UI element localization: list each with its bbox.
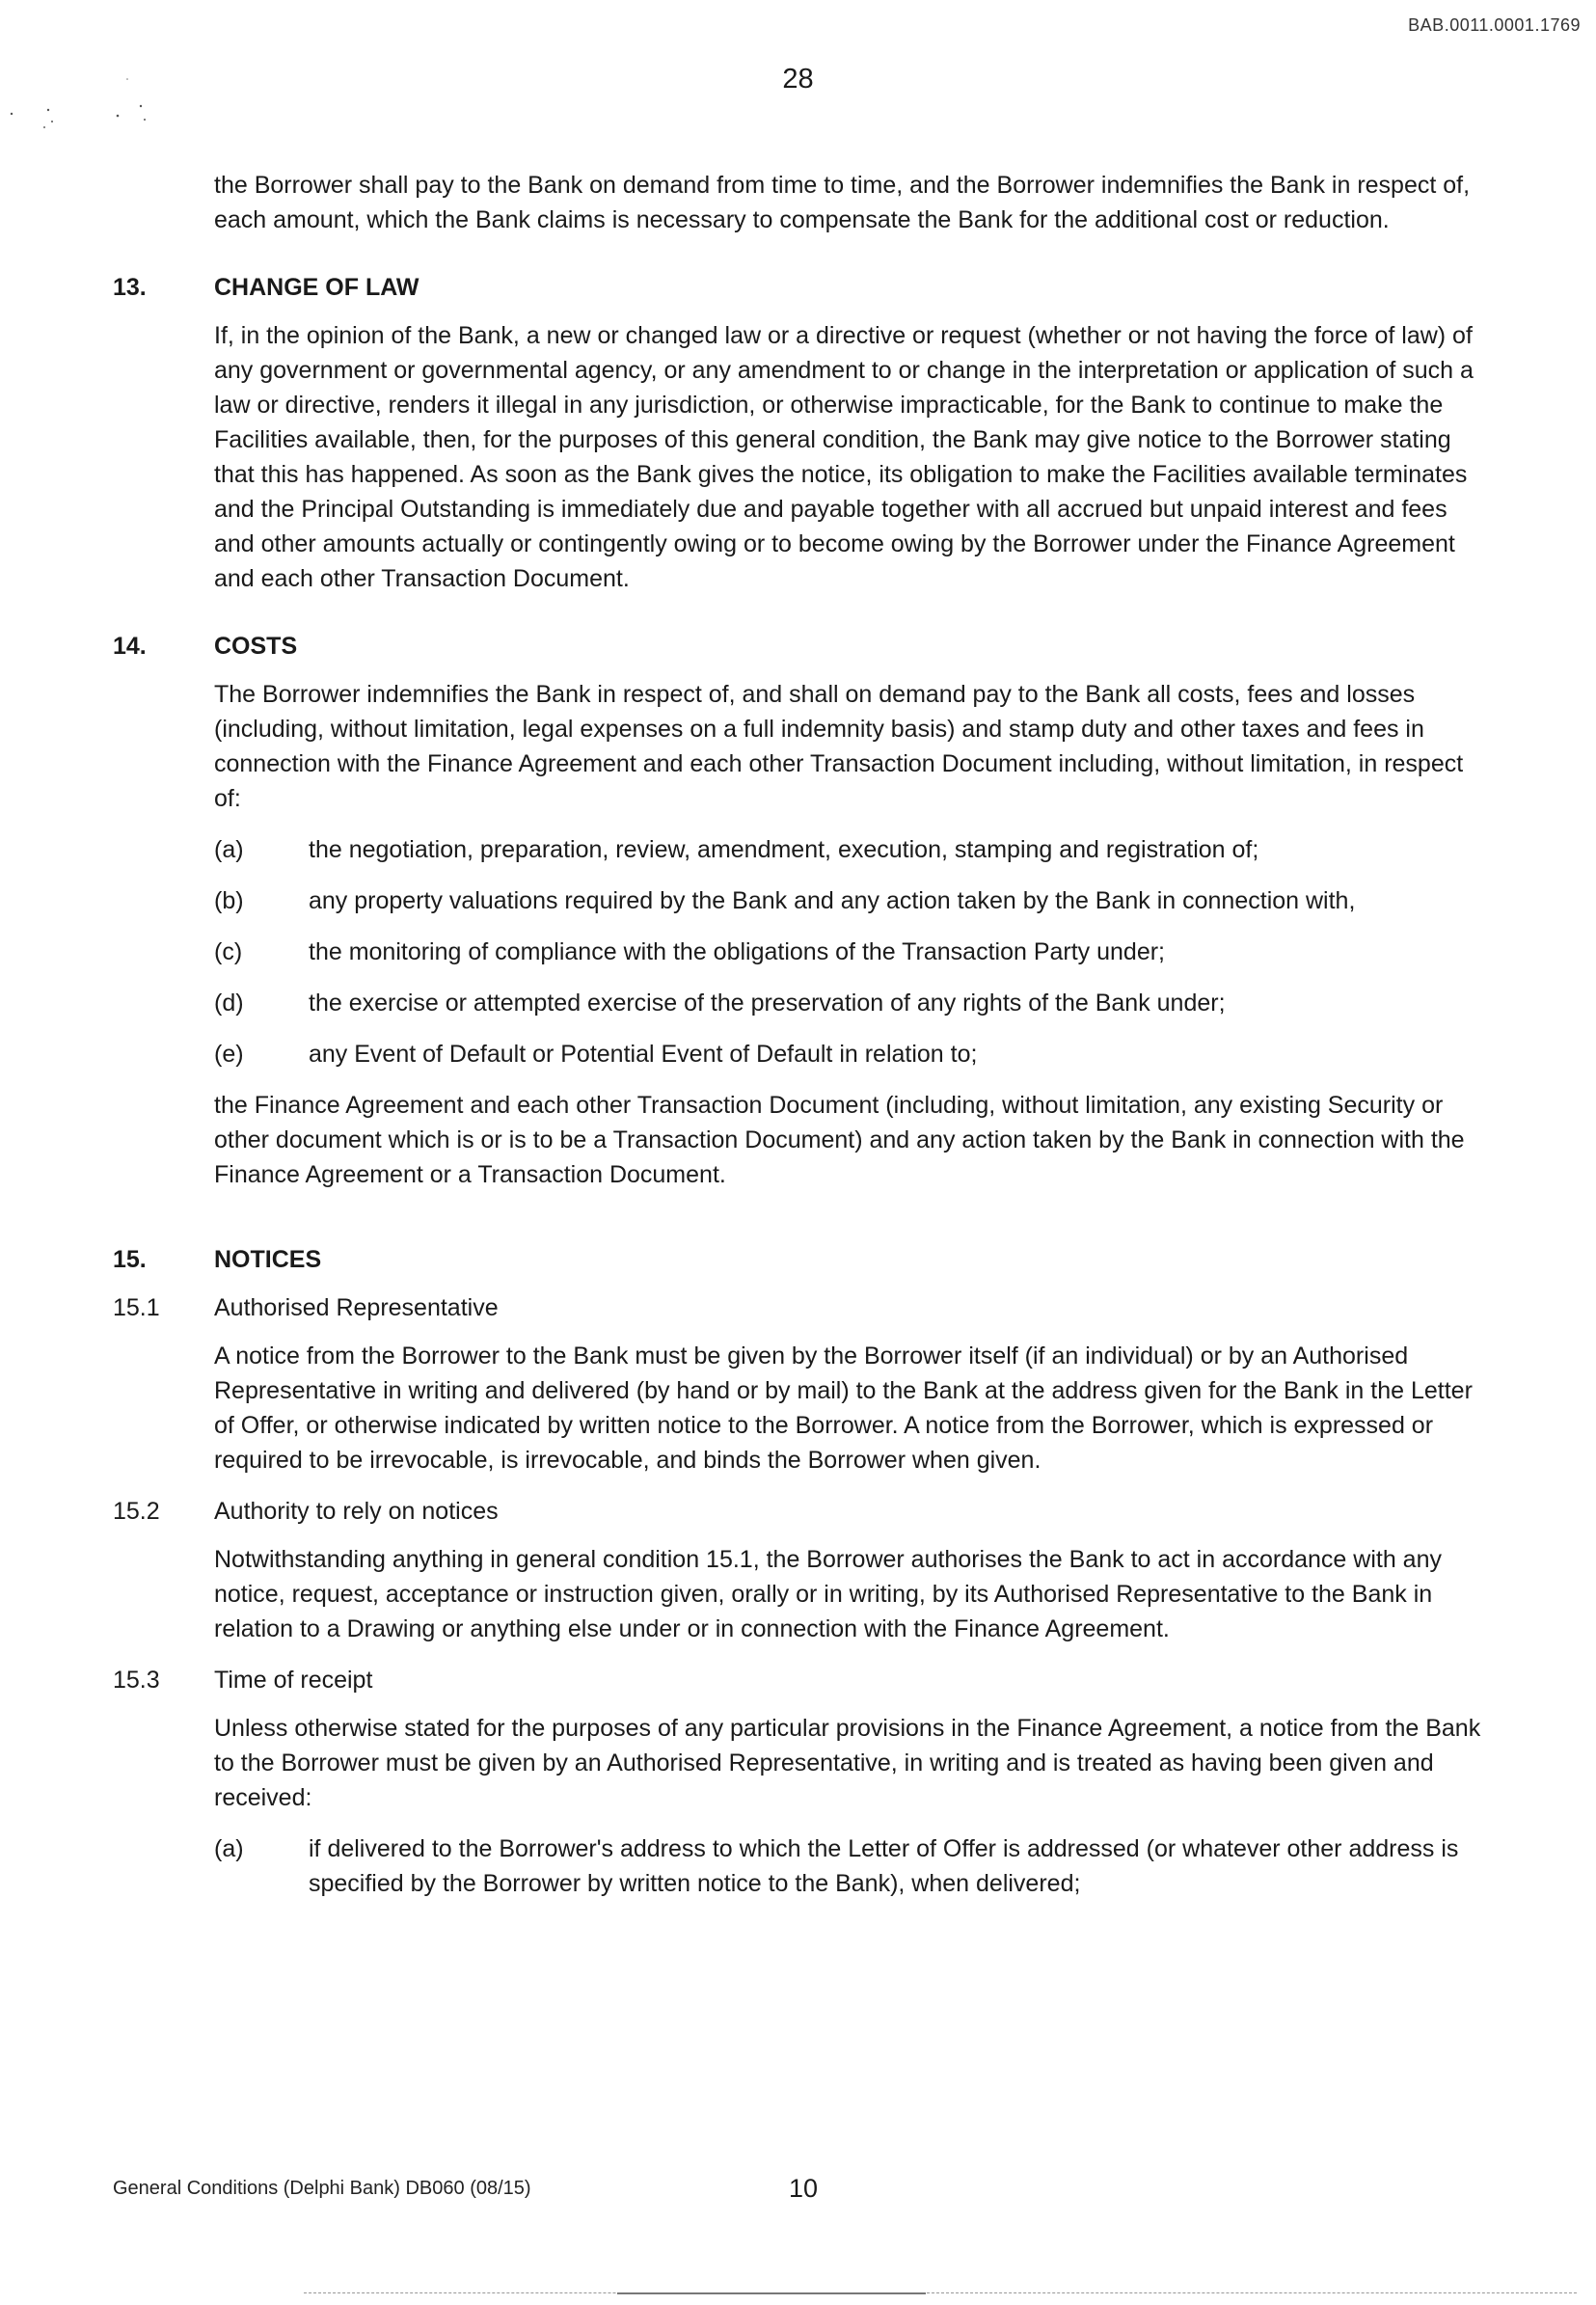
subsection-title: Authorised Representative [214,1294,499,1321]
section-13-text: If, in the opinion of the Bank, a new or changed law or a directive or request (whether or not having the force of law) of any government or governmental agency, or any amendment to or change in the interpretation or application of such a law or directive, renders it illegal in any jurisdiction, or otherwise impracticable, for the Bank to continue to make the Facilities available, then, for the purposes of this general condition, the Bank may give notice to the Borrower stating that this has happened. As soon as the Bank gives the notice, its obligation to make the Facilities available terminates and the Principal Outstanding is immediately due and payable together with all accrued but unpaid interest and fees and other amounts actually or contingently owing or to become owing by the Borrower under the Finance Agreement and each other Transaction Document. [214,322,1474,592]
section-14-number: 14. [113,633,147,660]
list-item-label: (a) [214,836,244,863]
list-item [214,1037,1492,1071]
document-id: BAB.0011.0001.1769 [1408,15,1581,35]
subsection-15-1-text: A notice from the Borrower to the Bank must be given by the Borrower itself (if an individual) or by an Authorised Representative in writing and delivered (by hand or by mail) to the Bank at the address given for the Bank in the Letter of Offer, or otherwise indicated by written notice to the Borrower. A notice from the Borrower, which is expressed or required to be irrevocable, is irrevocable, and binds the Borrower when given. [214,1342,1473,1474]
list-item-text: the monitoring of compliance with the obligations of the Transaction Party under; [309,938,1166,965]
section-13-number: 13. [113,274,147,301]
footer-page-number: 10 [789,2174,819,2203]
section-14-closing: the Finance Agreement and each other Transaction Document (including, without limitation, any existing Security or other document which is or is to be a Transaction Document) and any action taken by the Bank in connection with the Finance Agreement or a Transaction Document. [214,1092,1465,1188]
subsection-number: 15.1 [113,1294,160,1321]
subsection-number: 15.2 [113,1498,160,1525]
subsection-15-3-heading [113,1663,1492,1697]
list-item [214,935,1492,969]
scan-edge-mark [617,2292,926,2294]
list-item-text: the negotiation, preparation, review, amendment, execution, stamping and registration of; [309,836,1259,863]
section-14-text: The Borrower indemnifies the Bank in respect of, and shall on demand pay to the Bank all costs, fees and losses (including, without limitation, legal expenses on a full indemnity basis) and stamp duty and other taxes and fees in connection with the Finance Agreement and each other Transaction Document including, without limitation, in respect of: [214,681,1464,812]
list-item [214,883,1492,918]
list-item-label: (e) [214,1041,244,1068]
subsection-15-3-text: Unless otherwise stated for the purposes of any particular provisions in the Finance Agreement, a notice from the Bank to the Borrower must be given by an Authorised Representative, in writing and is treated as having been given and received: [214,1715,1481,1811]
subsection-15-2-text: Notwithstanding anything in general condition 15.1, the Borrower authorises the Bank to act in accordance with any notice, request, acceptance or instruction given, orally or in writing, by its Authorised Representative to the Bank in relation to a Drawing or anything else under or in connection with the Finance Agreement. [214,1546,1442,1642]
footer-form-reference: General Conditions (Delphi Bank) DB060 (08/15) [113,2178,531,2199]
section-15-title: NOTICES [214,1246,322,1273]
document-body [113,168,1492,1917]
list-item [214,1831,1492,1901]
list-item-label: (c) [214,938,243,965]
scan-edge-line [304,2292,1577,2293]
section-13-title: CHANGE OF LAW [214,274,419,301]
section-14-heading [113,629,1492,664]
list-item-text: any property valuations required by the Bank and any action taken by the Bank in connection with, [309,887,1356,914]
list-item-text: any Event of Default or Potential Event of Default in relation to; [309,1041,978,1068]
scan-specks [8,77,162,135]
list-item-label: (a) [214,1835,244,1862]
section-15-number: 15. [113,1246,147,1273]
subsection-number: 15.3 [113,1667,160,1694]
page-number-top: 28 [782,64,814,95]
section-13-heading [113,270,1492,305]
list-item-text: if delivered to the Borrower's address to which the Letter of Offer is addressed (or whatever other address is specified by the Borrower by written notice to the Bank), when delivered; [309,1835,1459,1897]
subsection-15-1-heading [113,1290,1492,1325]
subsection-15-2-heading [113,1494,1492,1529]
list-item [214,832,1492,867]
subsection-title: Authority to rely on notices [214,1498,499,1525]
section-15-heading [113,1242,1492,1277]
intro-paragraph: the Borrower shall pay to the Bank on demand from time to time, and the Borrower indemnifies the Bank in respect of, each amount, which the Bank claims is necessary to compensate the Bank for the additional cost or reduction. [214,172,1471,233]
subsection-title: Time of receipt [214,1667,373,1694]
list-item-label: (b) [214,887,244,914]
section-14-title: COSTS [214,633,298,660]
list-item-text: the exercise or attempted exercise of the preservation of any rights of the Bank under; [309,990,1226,1017]
list-item-label: (d) [214,990,244,1017]
list-item [214,986,1492,1020]
